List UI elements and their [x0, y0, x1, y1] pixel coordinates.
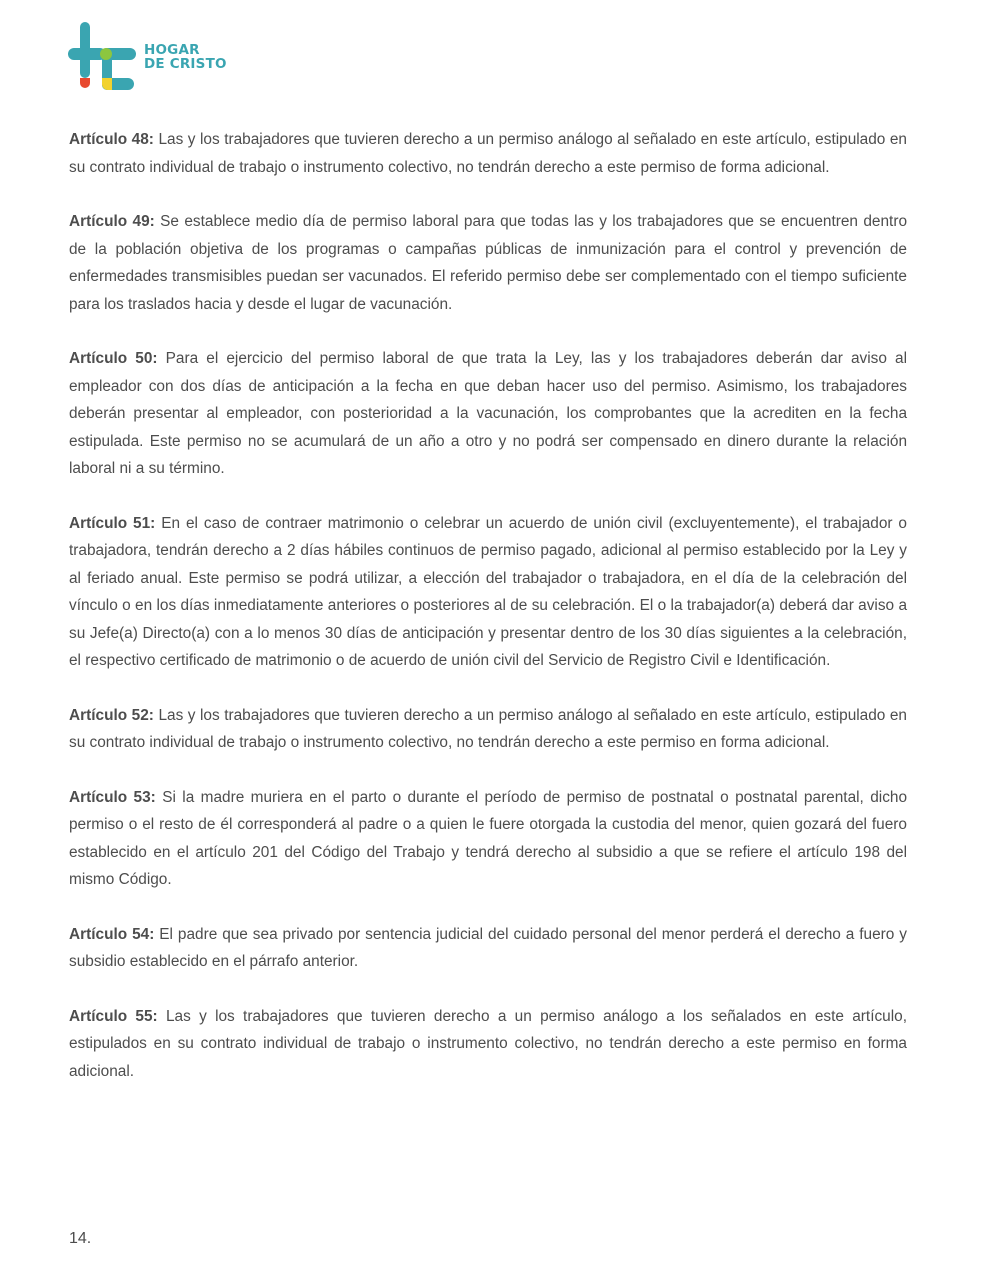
article-text: En el caso de contraer matrimonio o celebrar un acuerdo de unión civil (excluyentemente), el trabajador o trabajadora, tendrán derecho a 2 días hábiles continuos de permiso pagado, adicional al permiso establecido por la Ley y al feriado anual. Este permiso se podrá utilizar, a elección del trabajador o trabajadora, en el día de la celebración del vínculo o en los días inmediatamente anteriores o posteriores al de su celebración. El o la trabajador(a) deberá dar aviso a su Jefe(a) Directo(a) con a lo menos 30 días de anticipación y presentar dentro de los 30 días siguientes a la celebración, el respectivo certificado de matrimonio o de acuerdo de unión civil del Servicio de Registro Civil e Identificación. [69, 514, 907, 669]
logo-wordmark [144, 43, 227, 71]
article-51 [69, 510, 907, 675]
article-text: Para el ejercicio del permiso laboral de que trata la Ley, las y los trabajadores deberán dar aviso al empleador con dos días de anticipación a la fecha en que deban hacer uso del permiso. Asimismo, los trabajadores deberán presentar al empleador, con posterioridad a la vacunación, los comprobantes que la acrediten en la fecha estipulada. Este permiso no se acumulará de un año a otro y no podrá ser compensado en dinero durante la relación laboral ni a su término. [69, 350, 907, 477]
article-label: Artículo 50: [69, 350, 158, 367]
logo-cross-icon [68, 22, 136, 92]
logo-line-1: HOGAR [144, 42, 200, 58]
article-54 [69, 921, 907, 976]
article-text: Si la madre muriera en el parto o durante el período de permiso de postnatal o postnatal parental, dicho permiso o el resto de él corresponderá al padre o a quien le fuere otorgada la custodia del menor, quien gozará del fuero establecido en el artículo 201 del Código del Trabajo y tendrá derecho al subsidio a que se refiere el artículo 198 del mismo Código. [69, 788, 908, 888]
article-53 [69, 784, 907, 894]
article-label: Artículo 52: [69, 706, 154, 724]
article-text: El padre que sea privado por sentencia judicial del cuidado personal del menor perderá el derecho a fuero y subsidio establecido en el párrafo anterior. [69, 925, 907, 970]
logo-line-2: DE CRISTO [144, 56, 227, 72]
article-text: Las y los trabajadores que tuvieren derecho a un permiso análogo a los señalados en este artículo, estipulados en su contrato individual de trabajo o instrumento colectivo, no tendrán derecho a este permiso en forma adicional. [69, 1007, 907, 1080]
document-body [69, 126, 907, 1112]
article-49 [69, 208, 907, 318]
article-text: Las y los trabajadores que tuvieren derecho a un permiso análogo al señalado en este artículo, estipulado en su contrato individual de trabajo o instrumento colectivo, no tendrán derecho a este permiso en forma adicional. [69, 706, 907, 751]
article-label: Artículo 49: [69, 213, 155, 230]
article-label: Artículo 54: [69, 925, 155, 943]
article-55 [69, 1003, 907, 1086]
article-label: Artículo 55: [69, 1007, 158, 1025]
article-50 [69, 345, 907, 483]
article-text: Se establece medio día de permiso laboral para que todas las y los trabajadores que se encuentren dentro de la población objetiva de los programas o campañas públicas de inmunización para el control y prevención de enfermedades transmisibles puedan ser vacunados. El referido permiso debe ser complementado con el tiempo suficiente para los traslados hacia y desde el lugar de vacunación. [69, 213, 908, 313]
hogar-de-cristo-logo [68, 22, 227, 92]
article-48 [69, 126, 907, 181]
article-label: Artículo 53: [69, 788, 156, 806]
article-text: Las y los trabajadores que tuvieren derecho a un permiso análogo al señalado en este artículo, estipulado en su contrato individual de trabajo o instrumento colectivo, no tendrán derecho a este permiso de forma adicional. [69, 131, 907, 176]
article-label: Artículo 48: [69, 131, 154, 148]
article-52 [69, 702, 907, 757]
page-number: 14. [69, 1230, 92, 1247]
article-label: Artículo 51: [69, 514, 156, 532]
